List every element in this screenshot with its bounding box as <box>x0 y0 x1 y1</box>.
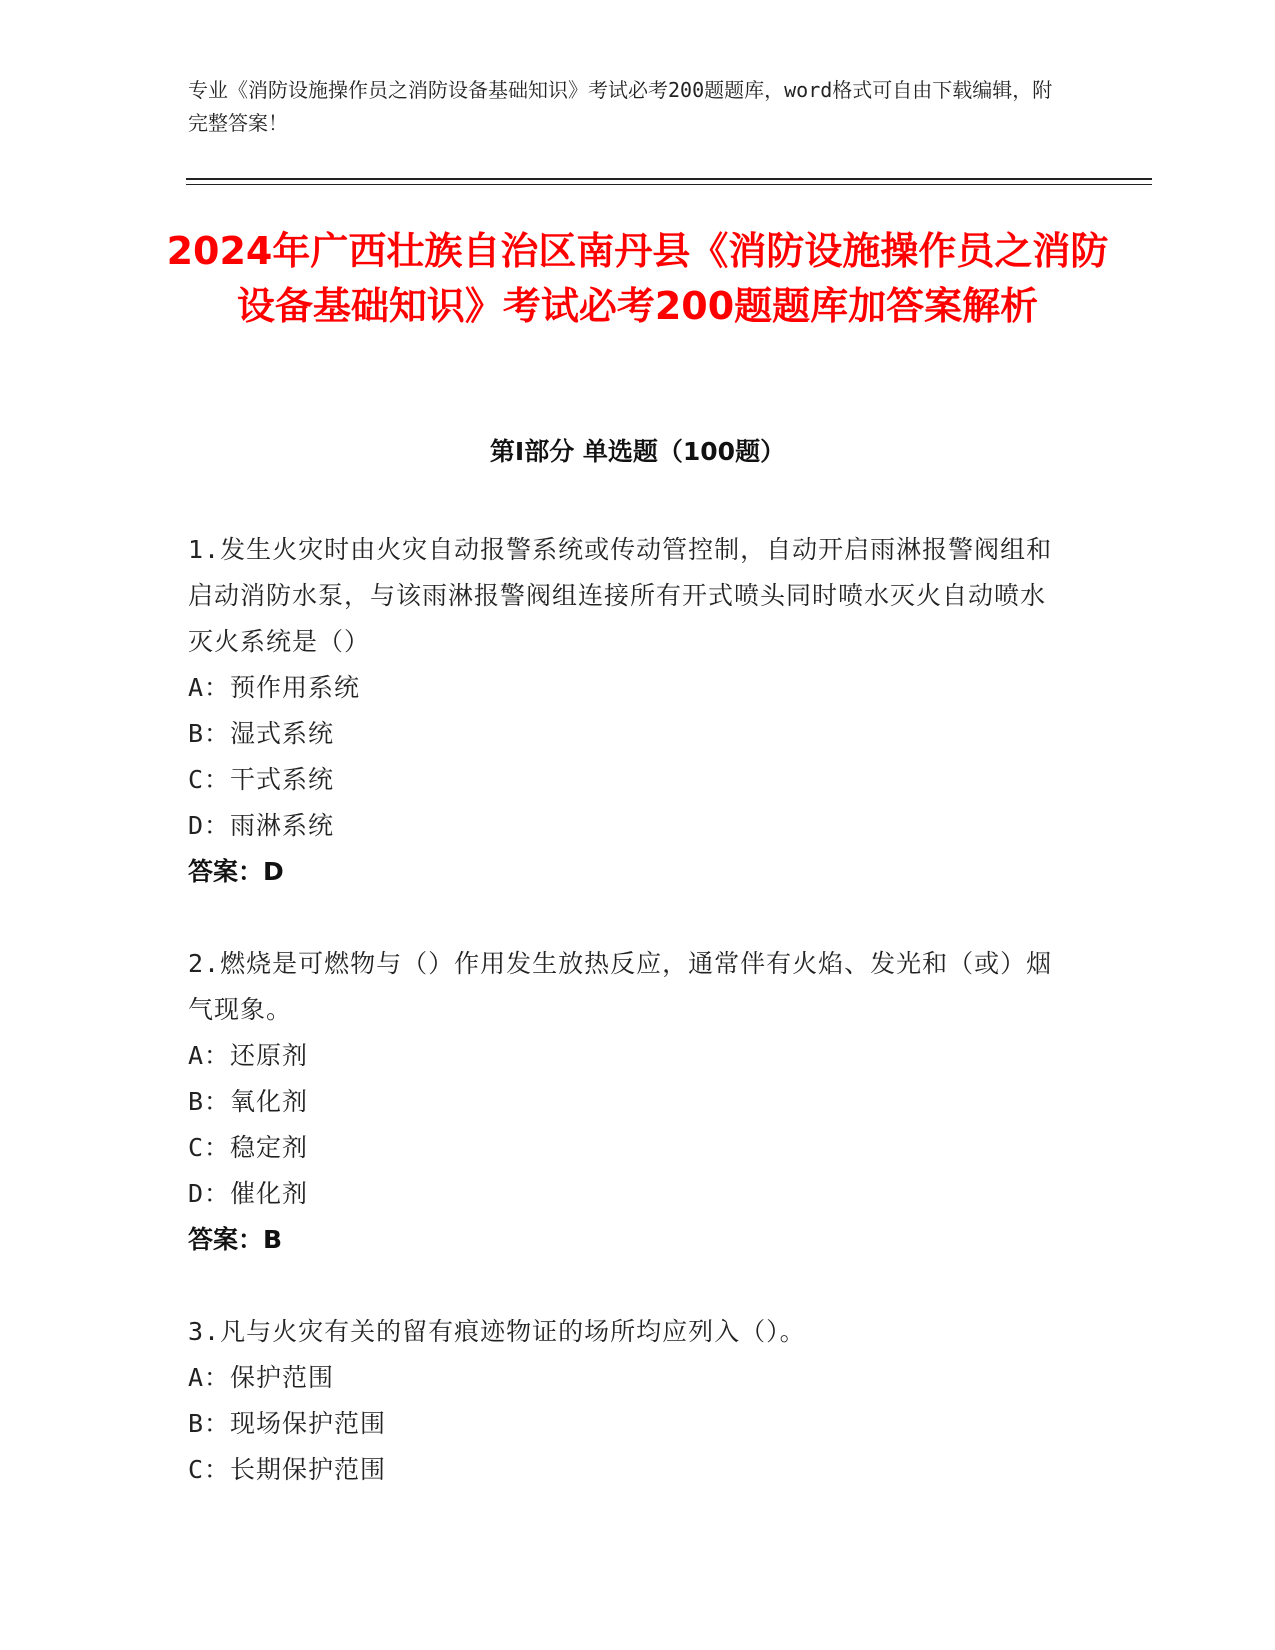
option-a: A：保护范围 <box>188 1363 335 1392</box>
section-title: 第Ⅰ部分 单选题（100题） <box>489 437 786 466</box>
header-divider-thin <box>186 184 1152 185</box>
option-d: D：雨淋系统 <box>188 811 335 840</box>
question-3 <box>188 1309 1068 1493</box>
question-text: 3.凡与火灾有关的留有痕迹物证的场所均应列入（）。 <box>188 1317 806 1346</box>
option-b: B：湿式系统 <box>188 719 335 748</box>
question-text: 2.燃烧是可燃物与（）作用发生放热反应，通常伴有火焰、发光和（或）烟气现象。 <box>188 949 1053 1024</box>
header-divider-thick <box>186 178 1152 180</box>
option-a: A：预作用系统 <box>188 673 361 702</box>
option-b: B：氧化剂 <box>188 1087 309 1116</box>
option-a: A：还原剂 <box>188 1041 309 1070</box>
question-list <box>188 527 1068 1539</box>
option-c: C：长期保护范围 <box>188 1455 387 1484</box>
document-title: 2024年广西壮族自治区南丹县《消防设施操作员之消防设备基础知识》考试必考200题题库加答案解析 <box>166 229 1109 328</box>
option-c: C：稳定剂 <box>188 1133 309 1162</box>
option-d: D：催化剂 <box>188 1179 309 1208</box>
option-b: B：现场保护范围 <box>188 1409 387 1438</box>
answer: 答案：B <box>188 1225 283 1254</box>
option-c: C：干式系统 <box>188 765 335 794</box>
question-2 <box>188 941 1068 1263</box>
header-note: 专业《消防设施操作员之消防设备基础知识》考试必考200题题库，word格式可自由下载编辑，附完整答案！ <box>188 78 1053 135</box>
answer: 答案：D <box>188 857 284 886</box>
question-text: 1.发生火灾时由火灾自动报警系统或传动管控制，自动开启雨淋报警阀组和启动消防水泵，与该雨淋报警阀组连接所有开式喷头同时喷水灭火自动喷水灭火系统是（） <box>188 535 1053 656</box>
question-1 <box>188 527 1068 895</box>
